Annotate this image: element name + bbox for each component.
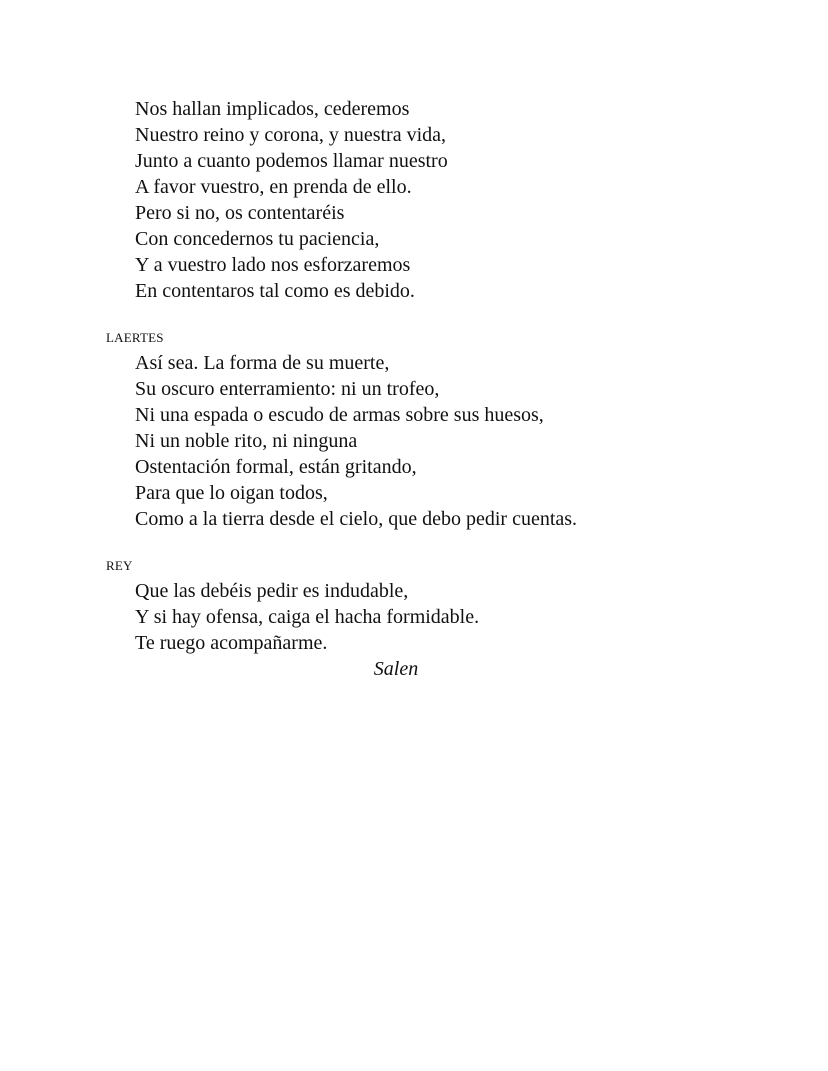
verse-line: Su oscuro enterramiento: ni un trofeo, xyxy=(135,378,440,400)
verse-line: Nuestro reino y corona, y nuestra vida, xyxy=(135,124,447,146)
verse-line: A favor vuestro, en prenda de ello. xyxy=(135,176,412,198)
speaker-name: rey xyxy=(106,554,133,575)
speaker-name: laertes xyxy=(106,326,164,347)
verse-line: Ostentación formal, están gritando, xyxy=(135,456,417,478)
verse-line: Nos hallan implicados, cederemos xyxy=(135,98,410,120)
verse-line: Y a vuestro lado nos esforzaremos xyxy=(135,254,411,276)
verse-text-block xyxy=(106,96,706,682)
stanza xyxy=(106,578,706,656)
verse-line: Y si hay ofensa, caiga el hacha formidable. xyxy=(135,606,480,628)
verse-line: Ni un noble rito, ni ninguna xyxy=(135,430,358,452)
stanza xyxy=(106,96,706,304)
verse-line: Junto a cuanto podemos llamar nuestro xyxy=(135,150,448,172)
stage-direction: Salen xyxy=(373,658,419,680)
verse-line: Que las debéis pedir es indudable, xyxy=(135,580,409,602)
verse-line: Con concedernos tu paciencia, xyxy=(135,228,380,250)
stanza xyxy=(106,350,706,532)
verse-line: Como a la tierra desde el cielo, que debo pedir cuentas. xyxy=(135,508,578,530)
verse-line: Ni una espada o escudo de armas sobre sus huesos, xyxy=(135,404,544,426)
verse-line: Te ruego acompañarme. xyxy=(135,632,328,654)
verse-line: Para que lo oigan todos, xyxy=(135,482,328,504)
verse-line: En contentaros tal como es debido. xyxy=(135,280,415,302)
verse-line: Así sea. La forma de su muerte, xyxy=(135,352,390,374)
verse-line: Pero si no, os contentaréis xyxy=(135,202,345,224)
